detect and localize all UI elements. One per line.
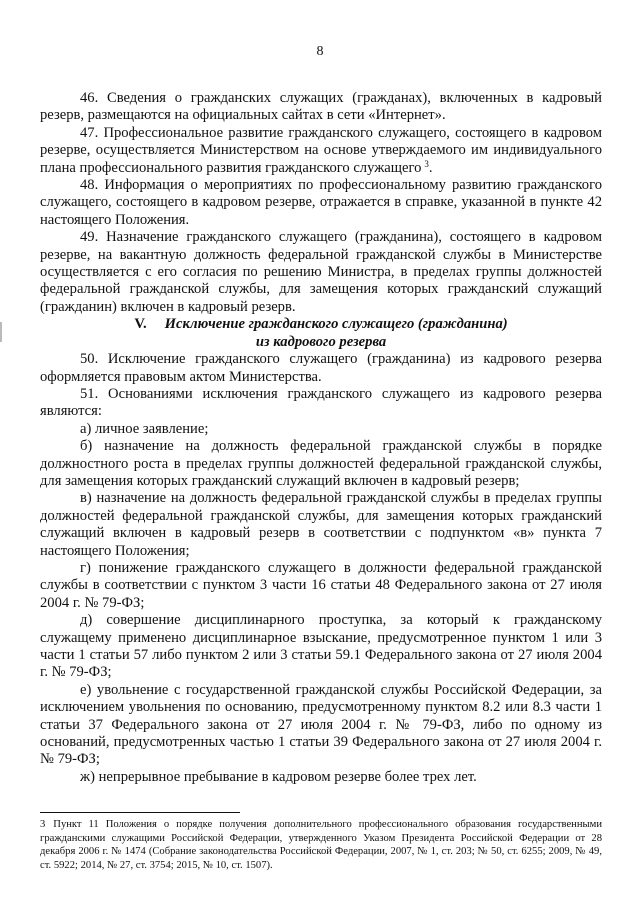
paragraph-46: 46. Сведения о гражданских служащих (гражданах), включенных в кадровый резерв, размещаются на официальных сайтах в сети «Интернет».: [40, 90, 602, 124]
page-number: 8: [316, 44, 324, 59]
paragraph-49: 49. Назначение гражданского служащего (гражданина), состоящего в кадровом резерве, на вакантную должность федеральной гражданской службы в Министерстве осуществляется с его согласия по решению Министра, в пределах группы должностей федеральной гражданской службы, для замещения которых гражданский служащий (гражданин) включен в кадровый резерв.: [40, 229, 602, 315]
list-item-zh: ж) непрерывное пребывание в кадровом резерве более трех лет.: [80, 768, 477, 785]
footnote-text: Пункт 11 Положения о порядке получения дополнительного профессионального образования государственными гражданскими служащими Российской Федерации, утвержденного Указом Президента Российской Федерации от 28 декабря 2006 г. № 1474 (Собрание законодательства Российской Федерации, 2007, № 1, ст. 203; № 50, ст. 6255; 2009, № 49, ст. 5922; 2014, № 27, ст. 3754; 2015, № 10, ст. 1507).: [40, 819, 602, 871]
list-item-v: в) назначение на должность федеральной гражданской службы в пределах группы должностей федеральной гражданской службы, для замещения которых гражданский служащий включен в кадровый резерв в соответствии с подпунктом «в» пункта 7 настоящего Положения;: [40, 490, 602, 559]
list-item-d: д) совершение дисциплинарного проступка, за который к гражданскому служащему применено дисциплинарное взыскание, предусмотренное пунктом 1 или 3 части 1 статьи 57 либо пунктом 2 или 3 статьи 59.1 Федерального закона от 27 июля 2004 г. № 79-ФЗ;: [40, 612, 602, 681]
paragraph-47-tail: .: [428, 159, 433, 176]
paragraph-51: 51. Основаниями исключения гражданского служащего из кадрового резерва являются:: [40, 385, 602, 420]
list-item-e: е) увольнение с государственной гражданской службы Российской Федерации, за исключением увольнения по основанию, предусмотренному пунктом 8.2 или 8.3 части 1 статьи 37 Федерального закона от 27 июля 2004 г. № 79-ФЗ, либо по одному из оснований, предусмотренных частью 1 статьи 39 Федерального закона от 27 июля 2004 г. № 79-ФЗ;: [40, 681, 602, 768]
section-heading: [40, 316, 602, 351]
paragraph-48: 48. Информация о мероприятиях по профессиональному развитию гражданского служащего, состоящего в кадровом резерве, отражается в справке, указанной в пункте 42 настоящего Положения.: [40, 177, 602, 228]
footnote-reference[interactable]: 3: [424, 158, 429, 169]
paragraph-47-text: 47. Профессиональное развитие гражданского служащего, состоящего в кадровом резерве, осуществляется Министерством на основе утверждаемого им индивидуального плана профессионального развития гражданского служащего: [40, 124, 602, 176]
footnote-divider: [40, 812, 240, 813]
footnote: [40, 818, 602, 872]
section-title-line1: Исключение гражданского служащего (гражданина): [164, 316, 508, 333]
paragraph-50: 50. Исключение гражданского служащего (гражданина) из кадрового резерва оформляется правовым актом Министерства.: [40, 351, 602, 385]
footnote-mark: 3: [40, 819, 46, 830]
document-body: [40, 90, 602, 786]
paragraph-47: [40, 125, 602, 177]
list-item-g: г) понижение гражданского служащего в должности федеральной гражданской службы в соответствии с пунктом 3 части 16 статьи 48 Федерального закона от 27 июля 2004 г. № 79-ФЗ;: [40, 559, 602, 611]
section-number: V.: [134, 316, 147, 333]
list-item-b: б) назначение на должность федеральной гражданской службы в порядке должностного роста в пределах группы должностей федеральной гражданской службы, для замещения которых гражданский служащий включен в кадровый резерв;: [40, 438, 602, 489]
list-item-a: а) личное заявление;: [80, 420, 209, 437]
section-title-line2: из кадрового резерва: [255, 333, 387, 350]
scan-artifact: [0, 322, 2, 342]
